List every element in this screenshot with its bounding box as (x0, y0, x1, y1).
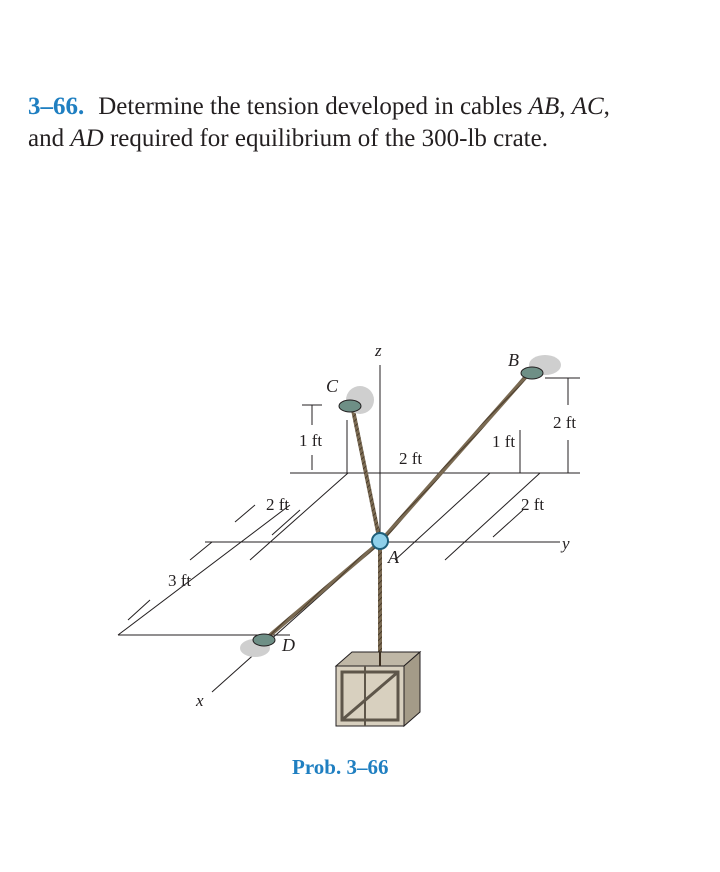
anchor-d (240, 634, 275, 657)
cable-ac-label: AC (571, 93, 604, 120)
separator: , (603, 93, 610, 120)
cable-ad-label: AD (70, 125, 104, 152)
dim-c-height: 1 ft (299, 431, 323, 450)
point-b-label: B (508, 350, 519, 370)
dim-x-offset: 2 ft (266, 495, 290, 514)
statement-text: Determine the tension developed in cables (98, 93, 529, 120)
cable-ad (262, 542, 380, 642)
statement-text-end: required for equilibrium of the 300-lb crate. (103, 125, 548, 152)
crate (336, 652, 420, 726)
z-axis-label: z (375, 341, 382, 360)
figure-caption: Prob. 3–66 (292, 755, 389, 779)
x-axis-label: x (196, 691, 204, 710)
dim-b-height: 2 ft (553, 413, 577, 432)
statement-text-line2: and (28, 125, 71, 152)
dim-y-offset: 2 ft (521, 495, 545, 514)
point-d-label: D (282, 635, 295, 655)
problem-number: 3–66. (28, 93, 85, 120)
anchor-c (339, 386, 374, 414)
point-a-label: A (388, 547, 399, 567)
point-c-label: C (326, 376, 339, 396)
dim-d-offset: 3 ft (168, 571, 192, 590)
problem-statement (28, 91, 700, 155)
figure (0, 330, 720, 800)
ring-a (372, 533, 388, 549)
cable-diagram (0, 330, 720, 800)
dim-ac-offset: 2 ft (399, 449, 423, 468)
separator: , (559, 93, 572, 120)
cable-ab-label: AB (528, 93, 560, 120)
anchor-b (521, 355, 561, 379)
plane-guides (118, 473, 570, 635)
y-axis-label: y (562, 534, 570, 553)
dim-b-offset-1: 1 ft (492, 432, 516, 451)
